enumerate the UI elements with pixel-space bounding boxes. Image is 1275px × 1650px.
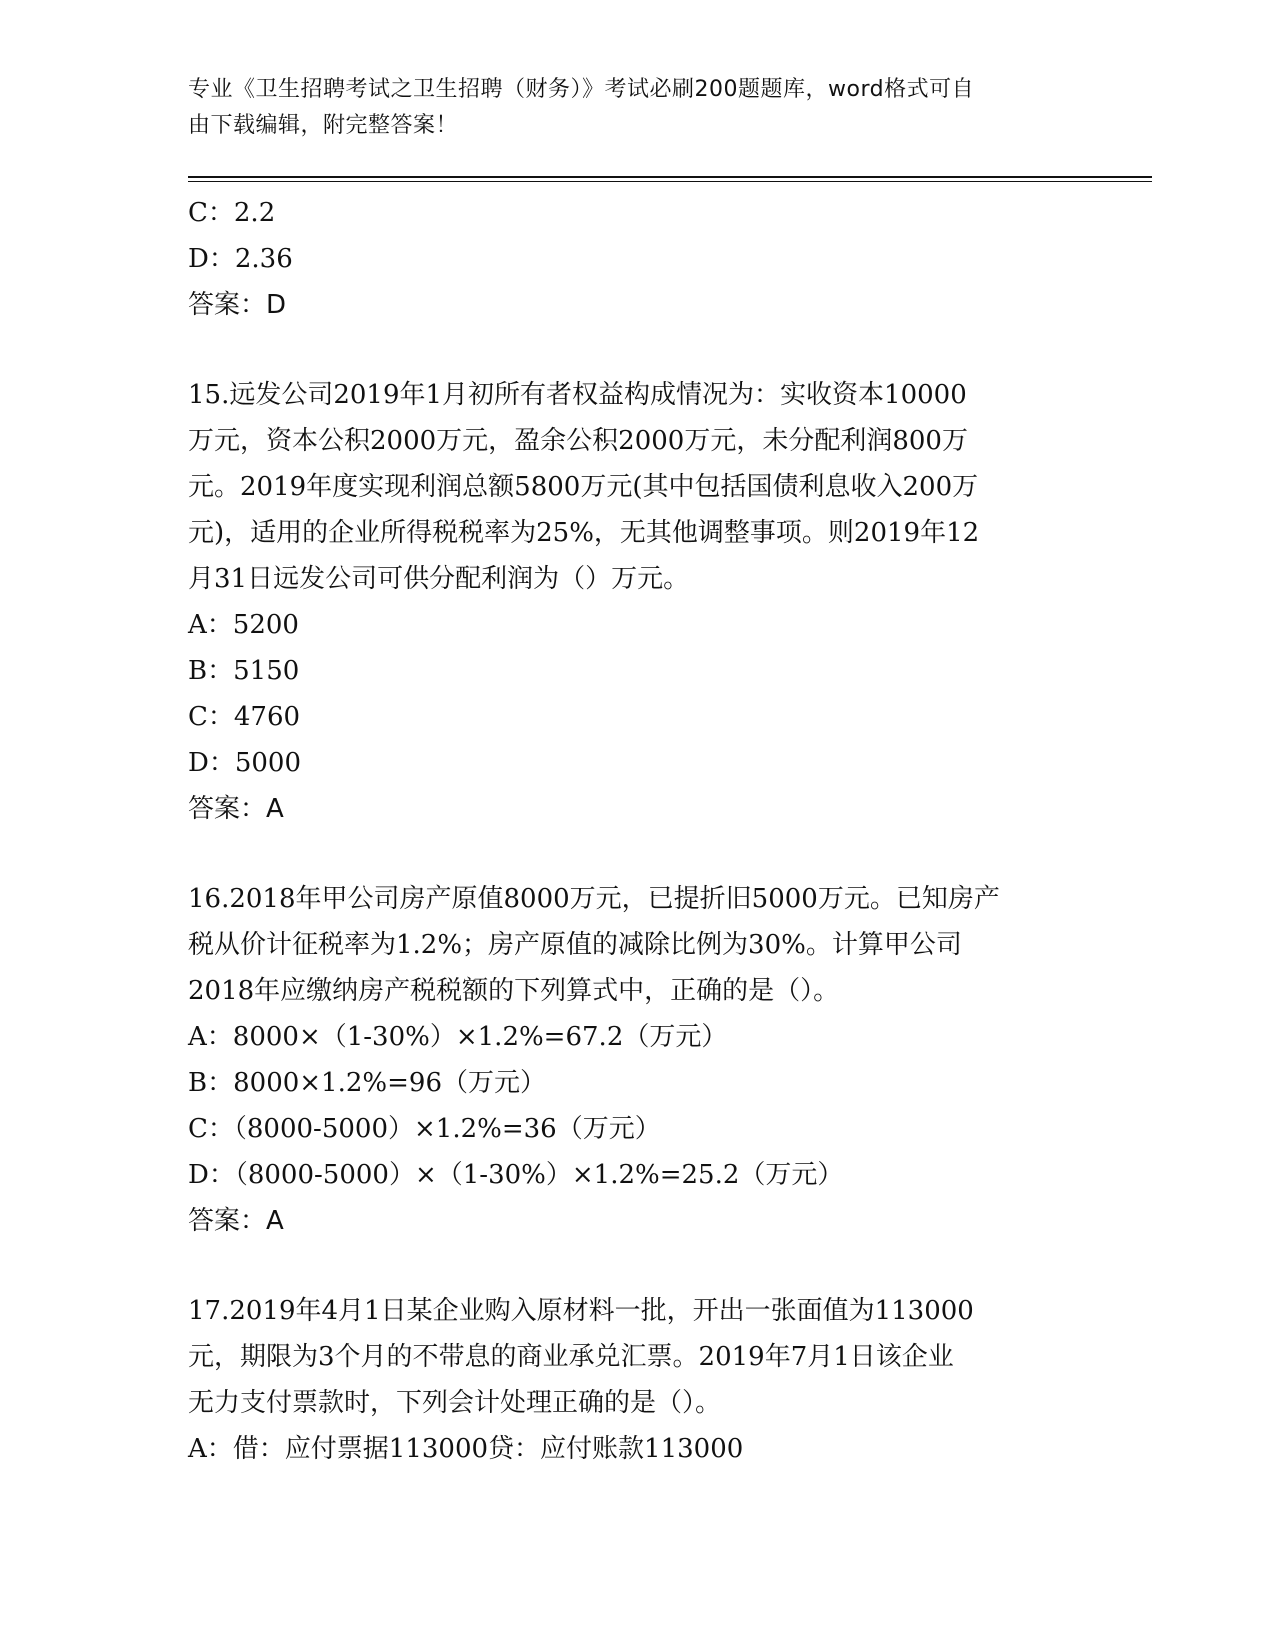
question-text-line: 元。2019年度实现利润总额5800万元(其中包括国债利息收入200万	[188, 472, 979, 502]
question-text-line: 无力支付票款时，下列会计处理正确的是（）。	[188, 1388, 722, 1418]
header-rule-thick	[188, 176, 1152, 178]
option-b: B：5150	[188, 656, 300, 686]
question-14-continuation	[188, 190, 1088, 328]
option-c: C：（8000-5000）×1.2%=36（万元）	[188, 1114, 661, 1144]
question-text-line: 16.2018年甲公司房产原值8000万元，已提折旧5000万元。已知房产	[188, 884, 1000, 914]
answer-line: 答案：A	[188, 1206, 284, 1236]
question-text-line: 月31日远发公司可供分配利润为（）万元。	[188, 564, 690, 594]
option-d: D：（8000-5000）×（1-30%）×1.2%=25.2（万元）	[188, 1160, 844, 1190]
option-c: C：4760	[188, 702, 301, 732]
header-rule-thin	[188, 181, 1152, 182]
question-text-line: 万元，资本公积2000万元，盈余公积2000万元，未分配利润800万	[188, 426, 968, 456]
question-text-line: 2018年应缴纳房产税税额的下列算式中，正确的是（）。	[188, 976, 840, 1006]
question-15	[188, 372, 1088, 832]
document-header	[188, 72, 1088, 144]
option-a: A：借：应付票据113000贷：应付账款113000	[188, 1434, 744, 1464]
question-16	[188, 876, 1088, 1244]
option-a: A：8000×（1-30%）×1.2%=67.2（万元）	[188, 1022, 728, 1052]
question-text-line: 17.2019年4月1日某企业购入原材料一批，开出一张面值为113000	[188, 1296, 974, 1326]
option-c: C：2.2	[188, 198, 276, 228]
question-text-line: 15.远发公司2019年1月初所有者权益构成情况为：实收资本10000	[188, 380, 967, 410]
answer-line: 答案：D	[188, 290, 287, 320]
option-a: A：5200	[188, 610, 299, 640]
option-d: D：5000	[188, 748, 302, 778]
answer-line: 答案：A	[188, 794, 284, 824]
question-text-line: 元，期限为3个月的不带息的商业承兑汇票。2019年7月1日该企业	[188, 1342, 954, 1372]
question-17	[188, 1288, 1088, 1472]
document-body	[188, 190, 1088, 1472]
option-d: D：2.36	[188, 244, 293, 274]
header-title: 专业《卫生招聘考试之卫生招聘（财务）》考试必刷200题题库，word格式可自 由下载编辑，附完整答案！	[188, 77, 975, 138]
option-b: B：8000×1.2%=96（万元）	[188, 1068, 546, 1098]
question-text-line: 元)，适用的企业所得税税率为25%，无其他调整事项。则2019年12	[188, 518, 980, 548]
question-text-line: 税从价计征税率为1.2%；房产原值的减除比例为30%。计算甲公司	[188, 930, 962, 960]
